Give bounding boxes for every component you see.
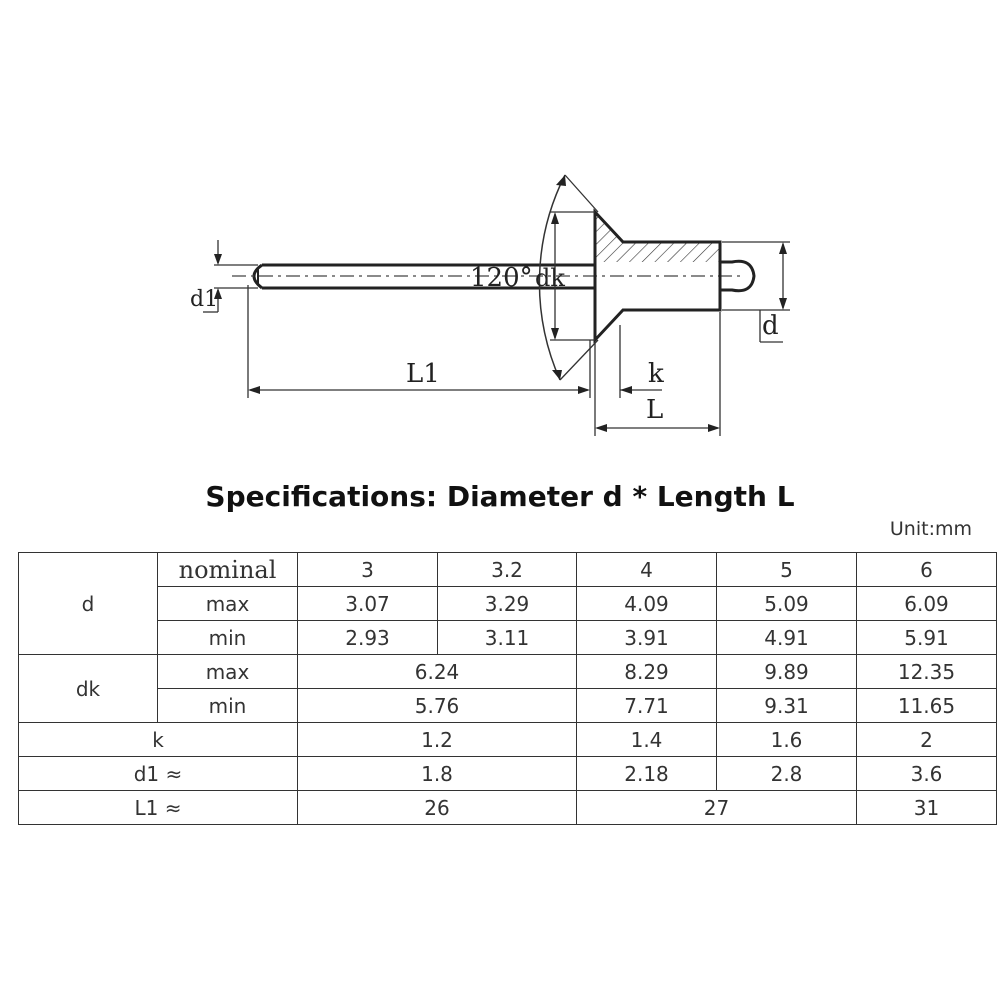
table-cell: 31 <box>857 791 997 825</box>
min-label: min <box>158 689 298 723</box>
table-row-d-max <box>19 587 997 621</box>
table-row-nominal <box>19 553 997 587</box>
row-header-d1: d1 ≈ <box>19 757 298 791</box>
row-header-d: d <box>19 553 158 655</box>
table-cell: 1.2 <box>298 723 577 757</box>
page-title: Specifications: Diameter d * Length L <box>205 480 795 513</box>
L1-label: L1 <box>406 359 440 389</box>
table-row-d-min <box>19 621 997 655</box>
table-row-L1 <box>19 791 997 825</box>
table-cell: 1.4 <box>577 723 717 757</box>
table-cell: 6.09 <box>857 587 997 621</box>
table-cell: 3 <box>298 553 438 587</box>
table-cell: 6.24 <box>298 655 577 689</box>
table-cell: 3.6 <box>857 757 997 791</box>
table-row-d1 <box>19 757 997 791</box>
table-cell: 5.91 <box>857 621 997 655</box>
angle-label: 120° <box>470 263 533 293</box>
table-cell: 27 <box>577 791 857 825</box>
unit-label: Unit:mm <box>889 518 972 540</box>
table-cell: 3.11 <box>438 621 577 655</box>
table-cell: 2.8 <box>717 757 857 791</box>
table-cell: 6 <box>857 553 997 587</box>
rivet-dimension-drawing <box>0 0 1000 470</box>
table-cell: 8.29 <box>577 655 717 689</box>
dk-label: dk <box>535 264 565 292</box>
table-cell: 4.09 <box>577 587 717 621</box>
table-cell: 5.76 <box>298 689 577 723</box>
L-label: L <box>646 395 664 425</box>
table-cell: 3.07 <box>298 587 438 621</box>
table-row-k <box>19 723 997 757</box>
table-row-dk-max <box>19 655 997 689</box>
table-cell: 9.89 <box>717 655 857 689</box>
table-cell: 12.35 <box>857 655 997 689</box>
table-cell: 4 <box>577 553 717 587</box>
table-cell: 1.8 <box>298 757 577 791</box>
row-header-k: k <box>19 723 298 757</box>
table-cell: 3.2 <box>438 553 577 587</box>
table-cell: 5 <box>717 553 857 587</box>
k-label: k <box>648 359 664 389</box>
table-cell: 1.6 <box>717 723 857 757</box>
table-row-dk-min <box>19 689 997 723</box>
row-header-L1: L1 ≈ <box>19 791 298 825</box>
table-cell: 5.09 <box>717 587 857 621</box>
table-cell: 26 <box>298 791 577 825</box>
max-label: max <box>158 587 298 621</box>
table-cell: 3.91 <box>577 621 717 655</box>
table-cell: 4.91 <box>717 621 857 655</box>
d-label: d <box>762 311 779 341</box>
d-dimension <box>722 242 790 342</box>
table-cell: 2.93 <box>298 621 438 655</box>
min-label: min <box>158 621 298 655</box>
table-cell: 11.65 <box>857 689 997 723</box>
max-label: max <box>158 655 298 689</box>
d1-label: d1 <box>190 287 219 312</box>
table-cell: 3.29 <box>438 587 577 621</box>
row-header-dk: dk <box>19 655 158 723</box>
table-cell: 2 <box>857 723 997 757</box>
table-cell: 9.31 <box>717 689 857 723</box>
nominal-label: nominal <box>158 553 298 587</box>
table-cell: 7.71 <box>577 689 717 723</box>
specification-table <box>18 552 997 825</box>
table-cell: 2.18 <box>577 757 717 791</box>
